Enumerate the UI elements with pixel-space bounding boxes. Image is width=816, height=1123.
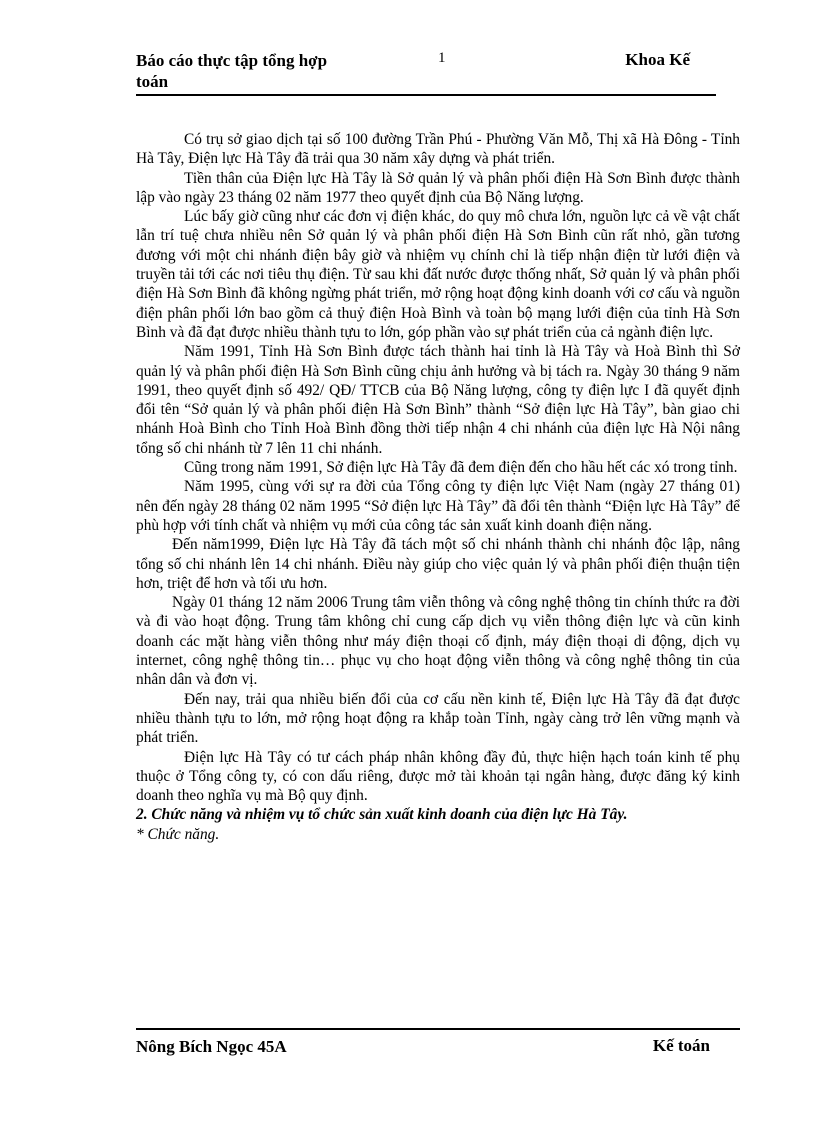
paragraph: Có trụ sở giao dịch tại số 100 đường Trần Phú - Phường Văn Mỗ, Thị xã Hà Đông - Tỉnh Hà Tây, Điện lực Hà Tây đã trải qua 30 năm xây dựng và phát triển. [136, 131, 740, 168]
paragraph: Đến nay, trải qua nhiều biến đổi của cơ cấu nền kinh tế, Điện lực Hà Tây đã đạt được nhiều thành tựu to lớn, mở rộng hoạt động ra khắp toàn Tỉnh, ngày càng trở lên vững mạnh và phát triển. [136, 690, 740, 747]
page-header [136, 48, 716, 96]
report-title: Báo cáo thực tập tổng hợp toán [136, 51, 328, 91]
department-label: Khoa Kế [625, 50, 690, 69]
paragraph: Điện lực Hà Tây có tư cách pháp nhân không đầy đủ, thực hiện hạch toán kinh tế phụ thuộc ở Tổng công ty, có con dấu riêng, được mở tài khoản tại ngân hàng, được đăng ký kinh doanh theo nghĩa vụ mà Bộ quy định. [136, 748, 740, 805]
paragraph: Năm 1995, cùng với sự ra đời của Tổng công ty điện lực Việt Nam (ngày 27 tháng 01) nên đến ngày 28 tháng 02 năm 1995 “Sở điện lực Hà Tây” đã đổi tên thành “Điện lực Hà Tây” để phù hợp với tính chất và nhiệm vụ mới của công tác sản xuất kinh doanh điện năng. [136, 478, 740, 534]
document-body [136, 130, 740, 844]
paragraph: Tiền thân của Điện lực Hà Tây là Sở quản lý và phân phối điện Hà Sơn Bình được thành lập vào ngày 23 tháng 02 năm 1977 theo quyết định của Bộ Năng lượng. [136, 169, 740, 206]
paragraph: Năm 1991, Tỉnh Hà Sơn Bình được tách thành hai tỉnh là Hà Tây và Hoà Bình thì Sở quản lý và phân phối điện Hà Sơn Bình cũng chịu ảnh hưởng và bị tách ra. Ngày 30 tháng 9 năm 1991, theo quyết định số 492/ QĐ/ TTCB của Bộ Năng lượng, công ty điện lực I đã quyết định đổi tên “Sở quản lý và phân phối điện Hà Sơn Bình” thành “Sở điện lực Hà Tây”, bàn giao chi nhánh Hoà Bình cho Tỉnh Hoà Bình đồng thời tiếp nhận 4 chi nhánh của điện lực Hà Nội nâng tổng số chi nhánh từ 7 lên 11 chi nhánh. [136, 343, 740, 457]
section-heading: 2. Chức năng và nhiệm vụ tổ chức sản xuất kinh doanh của điện lực Hà Tây. [136, 806, 628, 824]
class-label: Kế toán [652, 1036, 710, 1055]
paragraph: Lúc bấy giờ cũng như các đơn vị điện khác, do quy mô chưa lớn, nguồn lực cả về vật chất lẫn trí tuệ chưa nhiều nên Sở quản lý và phân phối điện Hà Sơn Bình cũn rất nhỏ, gần tương đương với một chi nhánh điện bây giờ và nhiệm vụ chính chỉ là tiếp nhận điện từ lưới điện và truyền tải tới các nơi tiêu thụ điện. Từ sau khi đất nước được thống nhất, Sở quản lý và phân phối điện Hà Sơn Bình đã không ngừng phát triển, mở rộng hoạt động kinh doanh với cơ cấu và nguồn điện phân phối lớn bao gồm cả thuỷ điện Hoà Bình và toàn bộ mạng lưới điện của tỉnh Hà Sơn Bình và đã đạt được nhiều thành tựu to lớn, góp phần vào sự phát triển của cả ngành điện lực. [136, 208, 740, 341]
page-footer [136, 1028, 740, 1056]
paragraph: Cũng trong năm 1991, Sở điện lực Hà Tây đã đem điện đến cho hầu hết các xó trong tỉnh. [184, 459, 738, 477]
subsection-heading: * Chức năng. [136, 825, 220, 843]
paragraph: Đến năm1999, Điện lực Hà Tây đã tách một số chi nhánh thành chi nhánh độc lập, nâng tổng số chi nhánh lên 14 chi nhánh. Điều này giúp cho việc quản lý và phân phối điện thuận tiện hơn, triệt để hơn và tối ưu hơn. [136, 536, 740, 592]
page-number: 1 [438, 50, 446, 66]
paragraph: Ngày 01 tháng 12 năm 2006 Trung tâm viễn thông và công nghệ thông tin chính thức ra đời và đi vào hoạt động. Trung tâm không chỉ cung cấp dịch vụ viễn thông điện lực và cũn kinh doanh các mặt hàng viễn thông như máy điện thoại cố định, máy điện thoại di động, dịch vụ internet, công nghệ thông tin… phục vụ cho hoạt động viễn thông và công nghệ thông tin của nhân dân và đơn vị. [136, 594, 740, 689]
author-name: Nông Bích Ngọc 45A [136, 1037, 287, 1056]
